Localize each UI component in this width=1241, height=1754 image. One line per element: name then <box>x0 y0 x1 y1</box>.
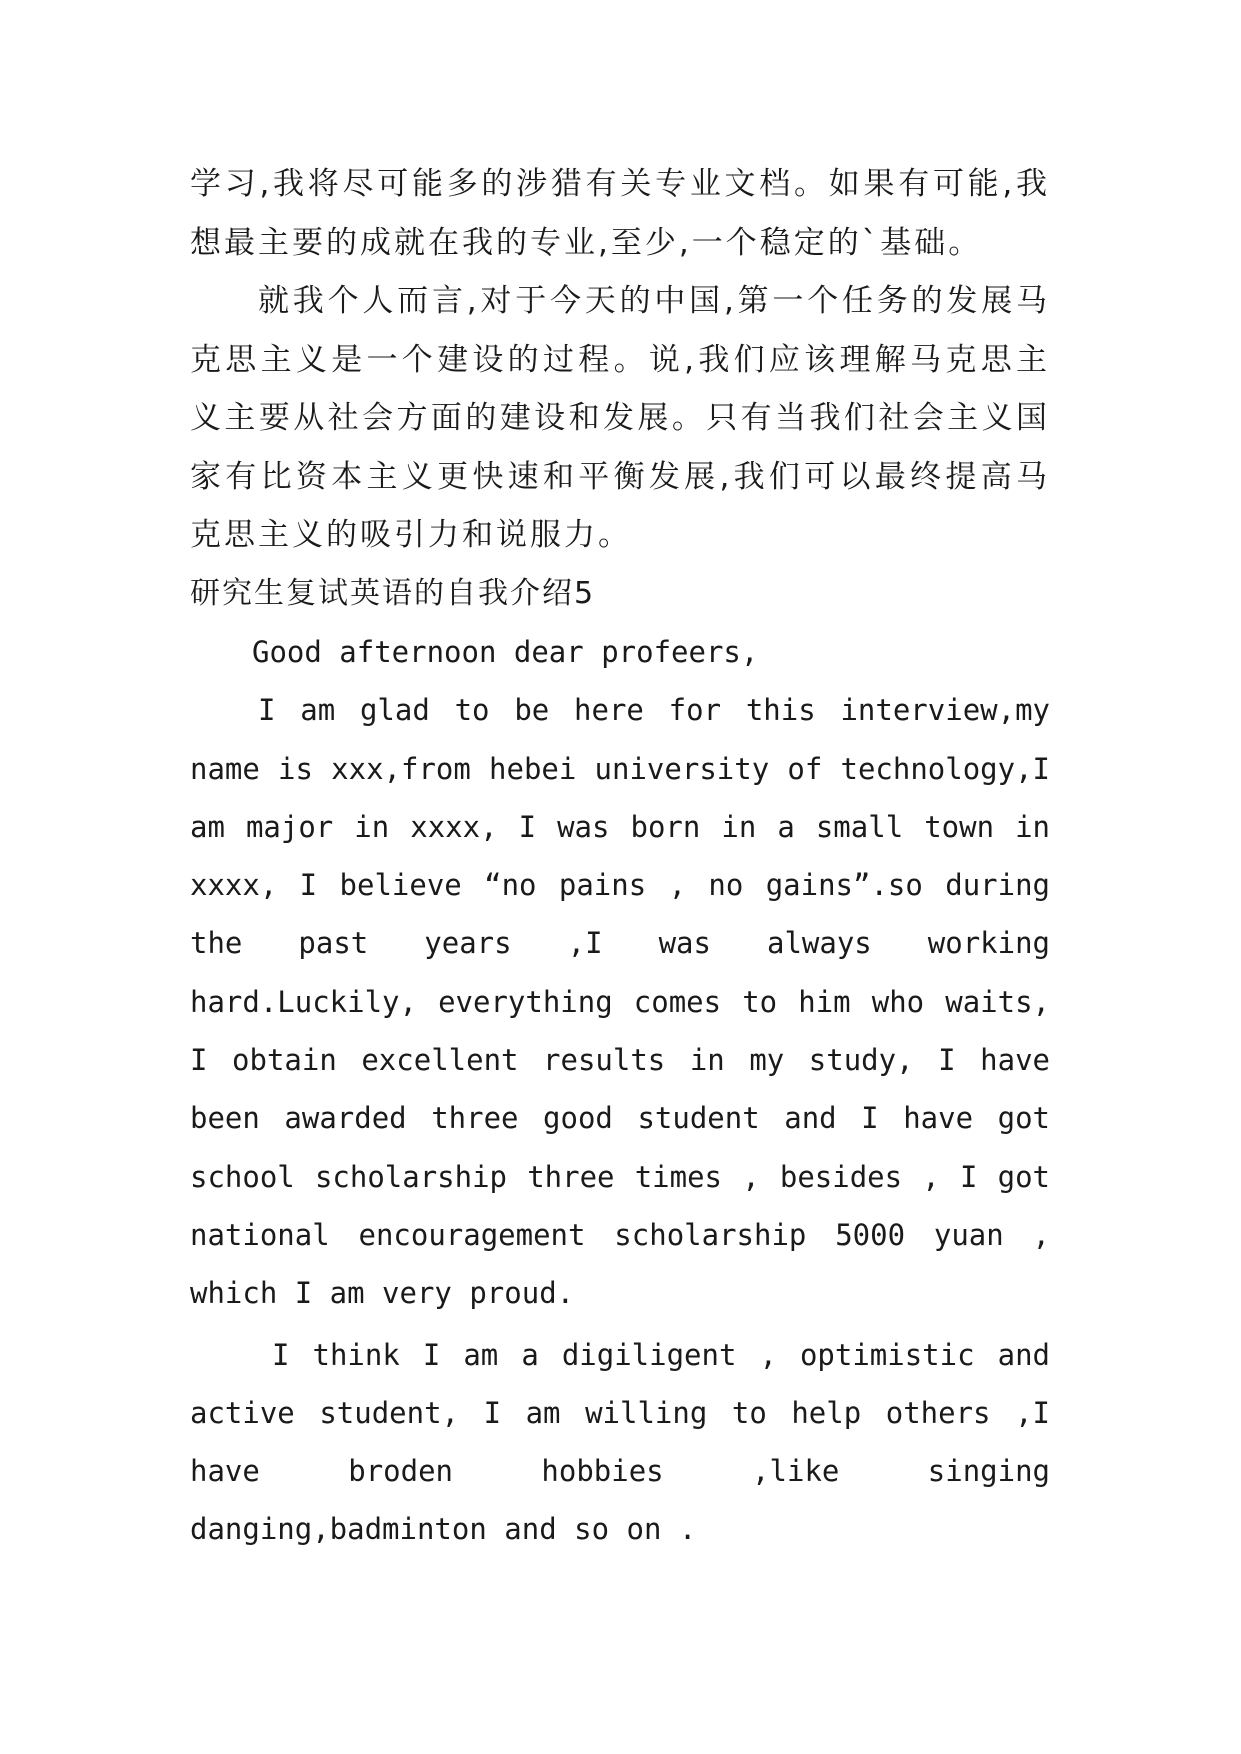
english-paragraph-personality: I think I am a digiligent , optimistic and active student, I am willing to help others ,I have broden hobbies ,like singing danging,badminton and so on . <box>190 1337 1050 1547</box>
section-heading: 研究生复试英语的自我介绍5 <box>190 575 596 611</box>
greeting-line: Good afternoon dear profeers, <box>252 635 759 669</box>
chinese-paragraph-continuation: 学习,我将尽可能多的涉猎有关专业文档。如果有可能,我想最主要的成就在我的专业,至少,一个稳定的`基础。 <box>190 166 1050 261</box>
english-paragraph-introduction: I am glad to be here for this interview,my name is xxx,from hebei university of technology,I am major in xxxx, I was born in a small town in xxxx, I believe “no pains , no gains”.so during the past years ,I was always working hard.Luckily, everything comes to him who waits, I obtain excellent results in my study, I have been awarded three good student and I have got school scholarship three times , besides , I got national encouragement scholarship 5000 yuan , which I am very proud. <box>190 693 1050 1311</box>
chinese-paragraph-marxism: 就我个人而言,对于今天的中国,第一个任务的发展马克思主义是一个建设的过程。说,我们应该理解马克思主义主要从社会方面的建设和发展。只有当我们社会主义国家有比资本主义更快速和平衡发展,我们可以最终提高马克思主义的吸引力和说服力。 <box>190 283 1050 553</box>
document-page <box>190 155 1050 1559</box>
